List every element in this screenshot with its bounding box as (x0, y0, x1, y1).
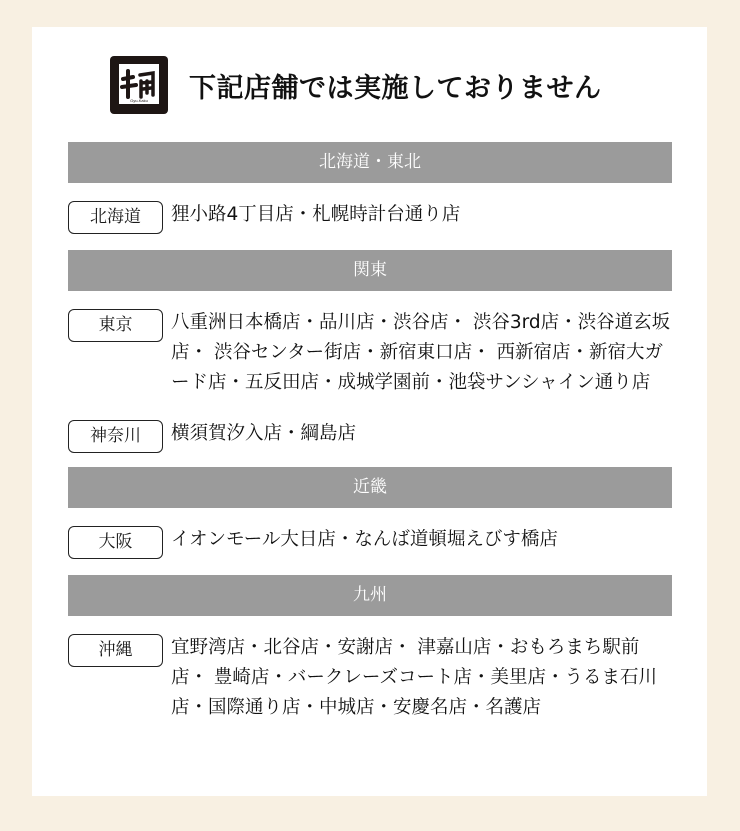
prefecture-row-tokyo (68, 291, 672, 406)
prefecture-row-kanagawa (68, 406, 672, 467)
svg-text:Gyu-Kaku: Gyu-Kaku (130, 98, 148, 103)
region-header-kinki: 近畿 (68, 467, 672, 508)
region-header-hokkaido-tohoku: 北海道・東北 (68, 142, 672, 183)
prefecture-badge: 北海道 (68, 201, 163, 234)
prefecture-badge: 神奈川 (68, 420, 163, 453)
prefecture-row-hokkaido (68, 183, 672, 250)
region-header-kanto: 関東 (68, 250, 672, 291)
store-names: 狸小路4丁目店・札幌時計台通り店 (171, 204, 461, 225)
store-names: 横須賀汐入店・綱島店 (171, 423, 357, 444)
prefecture-badge: 東京 (68, 309, 163, 342)
store-list (68, 142, 672, 739)
store-names: イオンモール大日店・なんば道頓堀えびす橋店 (171, 529, 558, 550)
page-title: 下記店舗では実施しておりません (189, 72, 602, 104)
store-names: 宜野湾店・北谷店・安謝店・ 津嘉山店・おもろまち駅前店・ 豊崎店・バークレーズコート店・美里店・うるま石川店・国際通り店・中城店・安慶名店・名護店 (171, 637, 657, 718)
store-names: 八重洲日本橋店・品川店・渋谷店・ 渋谷3rd店・渋谷道玄坂店・ 渋谷センター街店・新宿東口店・ 西新宿店・新宿大ガード店・五反田店・成城学園前・池袋サンシャイン通り店 (171, 312, 671, 393)
gyukaku-logo-icon (107, 53, 171, 117)
prefecture-badge: 沖縄 (68, 634, 163, 667)
prefecture-row-osaka (68, 508, 672, 575)
region-header-kyushu: 九州 (68, 575, 672, 616)
prefecture-row-okinawa (68, 616, 672, 739)
notice-card (32, 27, 707, 796)
prefecture-badge: 大阪 (68, 526, 163, 559)
notice-header (107, 54, 602, 116)
